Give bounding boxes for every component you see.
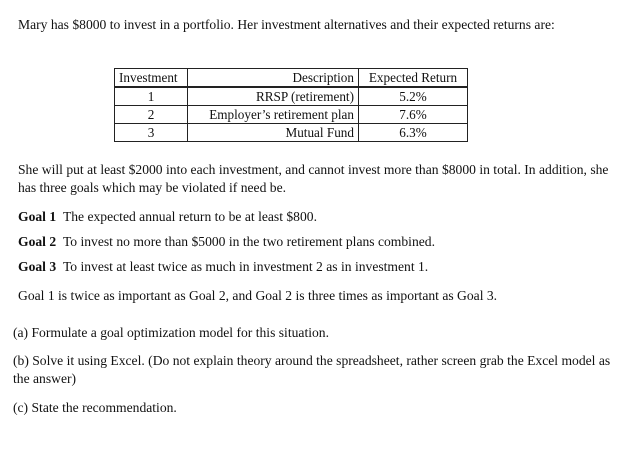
goal-1-label: Goal 1 (18, 209, 57, 224)
goal-3-label: Goal 3 (18, 259, 57, 274)
cell-expected-return: 7.6% (359, 106, 468, 124)
goal-3-text: To invest at least twice as much in investment 2 as in investment 1. (62, 259, 429, 274)
cell-investment: 2 (115, 106, 188, 124)
question-a: (a) Formulate a goal optimization model for this situation. (13, 325, 329, 340)
table-row (115, 124, 468, 142)
header-description: Description (188, 69, 359, 88)
goal-2-label: Goal 2 (18, 234, 57, 249)
constraints-paragraph: She will put at least $2000 into each investment, and cannot invest more than $8000 in total. In addition, she has three goals which may be violated if need be. (18, 162, 609, 195)
table-row (115, 106, 468, 124)
header-investment: Investment (115, 69, 188, 88)
question-c: (c) State the recommendation. (13, 400, 177, 415)
investment-table (114, 68, 468, 142)
question-b: (b) Solve it using Excel. (Do not explain theory around the spreadsheet, rather screen grab the Excel model as the answer) (13, 353, 611, 386)
goal-1-text: The expected annual return to be at least $800. (62, 209, 317, 224)
cell-description: Mutual Fund (188, 124, 359, 142)
cell-description: RRSP (retirement) (188, 87, 359, 106)
cell-expected-return: 6.3% (359, 124, 468, 142)
goal-2 (18, 233, 614, 251)
cell-description: Employer’s retirement plan (188, 106, 359, 124)
intro-paragraph: Mary has $8000 to invest in a portfolio. Her investment alternatives and their expected returns are: (18, 17, 555, 32)
goal-importance-paragraph: Goal 1 is twice as important as Goal 2, and Goal 2 is three times as important as Goal 3. (18, 288, 498, 303)
goal-1 (18, 208, 614, 226)
cell-investment: 1 (115, 87, 188, 106)
header-expected-return: Expected Return (359, 69, 468, 88)
cell-expected-return: 5.2% (359, 87, 468, 106)
table-header-row (115, 69, 468, 88)
cell-investment: 3 (115, 124, 188, 142)
table-row (115, 87, 468, 106)
goal-3 (18, 258, 614, 276)
goal-2-text: To invest no more than $5000 in the two retirement plans combined. (62, 234, 435, 249)
